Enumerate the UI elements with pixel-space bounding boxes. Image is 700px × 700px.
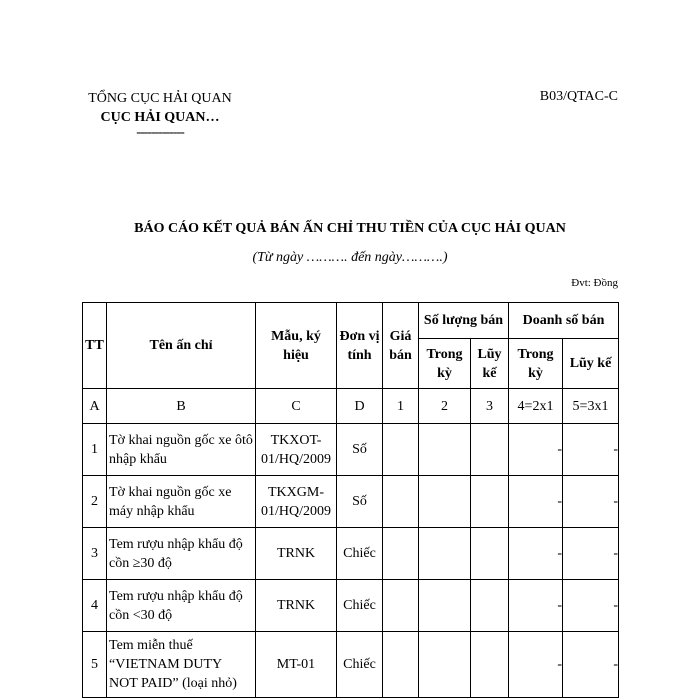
quantity-cumulative-cell xyxy=(471,632,509,698)
revenue-period-cell: - xyxy=(509,632,563,698)
item-unit: Chiếc xyxy=(337,632,383,698)
agency-name: CỤC HẢI QUAN… xyxy=(100,110,220,125)
item-symbol: TKXGM-01/HQ/2009 xyxy=(256,476,337,528)
header-revenue-group: Doanh số bán xyxy=(509,303,619,339)
index-cell: 5=3x1 xyxy=(563,389,619,424)
header-name: Tên ấn chỉ xyxy=(107,303,256,389)
row-number: 4 xyxy=(83,580,107,632)
index-cell: B xyxy=(107,389,256,424)
table-row xyxy=(83,528,619,580)
parent-agency-name: TỔNG CỤC HẢI QUAN xyxy=(88,91,232,106)
item-name: Tem rượu nhập khẩu độ cồn ≥30 độ xyxy=(107,528,256,580)
index-cell: A xyxy=(83,389,107,424)
revenue-cumulative-cell: - xyxy=(563,476,619,528)
table-row xyxy=(83,476,619,528)
item-unit: Số xyxy=(337,424,383,476)
item-unit: Chiếc xyxy=(337,528,383,580)
header-quantity-period: Trong kỳ xyxy=(419,339,471,389)
revenue-period-cell: - xyxy=(509,528,563,580)
report-table xyxy=(82,302,619,698)
item-symbol: TKXOT-01/HQ/2009 xyxy=(256,424,337,476)
revenue-period-cell: - xyxy=(509,476,563,528)
row-number: 3 xyxy=(83,528,107,580)
agency-underline: ------------- xyxy=(136,125,184,140)
header-price: Giá bán xyxy=(383,303,419,389)
quantity-cumulative-cell xyxy=(471,528,509,580)
quantity-period-cell xyxy=(419,528,471,580)
form-code: B03/QTAC-C xyxy=(539,89,618,104)
table-row xyxy=(83,632,619,698)
item-symbol: TRNK xyxy=(256,528,337,580)
header-quantity-group: Số lượng bán xyxy=(419,303,509,339)
item-unit: Chiếc xyxy=(337,580,383,632)
item-name: Tem miễn thuế “VIETNAM DUTY NOT PAID” (loại nhỏ) xyxy=(107,632,256,698)
revenue-cumulative-cell: - xyxy=(563,632,619,698)
price-cell xyxy=(383,424,419,476)
price-cell xyxy=(383,476,419,528)
price-cell xyxy=(383,632,419,698)
header-revenue-cumulative: Lũy kế xyxy=(563,339,619,389)
item-name: Tem rượu nhập khẩu độ cồn <30 độ xyxy=(107,580,256,632)
quantity-period-cell xyxy=(419,476,471,528)
quantity-period-cell xyxy=(419,580,471,632)
quantity-period-cell xyxy=(419,632,471,698)
column-index-row xyxy=(83,389,619,424)
header-quantity-cumulative: Lũy kế xyxy=(471,339,509,389)
item-symbol: TRNK xyxy=(256,580,337,632)
index-cell: 3 xyxy=(471,389,509,424)
table-row xyxy=(83,424,619,476)
quantity-cumulative-cell xyxy=(471,424,509,476)
row-number: 1 xyxy=(83,424,107,476)
table-row xyxy=(83,580,619,632)
revenue-period-cell: - xyxy=(509,580,563,632)
revenue-period-cell: - xyxy=(509,424,563,476)
index-cell: 2 xyxy=(419,389,471,424)
revenue-cumulative-cell: - xyxy=(563,424,619,476)
quantity-period-cell xyxy=(419,424,471,476)
index-cell: 1 xyxy=(383,389,419,424)
item-name: Tờ khai nguồn gốc xe máy nhập khẩu xyxy=(107,476,256,528)
item-symbol: MT-01 xyxy=(256,632,337,698)
header-unit: Đơn vị tính xyxy=(337,303,383,389)
index-cell: D xyxy=(337,389,383,424)
revenue-cumulative-cell: - xyxy=(563,580,619,632)
row-number: 2 xyxy=(83,476,107,528)
row-number: 5 xyxy=(83,632,107,698)
index-cell: C xyxy=(256,389,337,424)
header-tt: TT xyxy=(83,303,107,389)
price-cell xyxy=(383,528,419,580)
report-title: BÁO CÁO KẾT QUẢ BÁN ẤN CHỈ THU TIỀN CỦA CỤC HẢI QUAN xyxy=(134,221,566,236)
revenue-cumulative-cell: - xyxy=(563,528,619,580)
issuing-agency xyxy=(80,89,240,139)
currency-unit: Đvt: Đồng xyxy=(571,277,618,289)
quantity-cumulative-cell xyxy=(471,580,509,632)
header-revenue-period: Trong kỳ xyxy=(509,339,563,389)
report-period: (Từ ngày ………. đến ngày……….) xyxy=(252,250,448,265)
index-cell: 4=2x1 xyxy=(509,389,563,424)
item-unit: Số xyxy=(337,476,383,528)
item-name: Tờ khai nguồn gốc xe ôtô nhập khẩu xyxy=(107,424,256,476)
price-cell xyxy=(383,580,419,632)
quantity-cumulative-cell xyxy=(471,476,509,528)
header-symbol: Mẫu, ký hiệu xyxy=(256,303,337,389)
